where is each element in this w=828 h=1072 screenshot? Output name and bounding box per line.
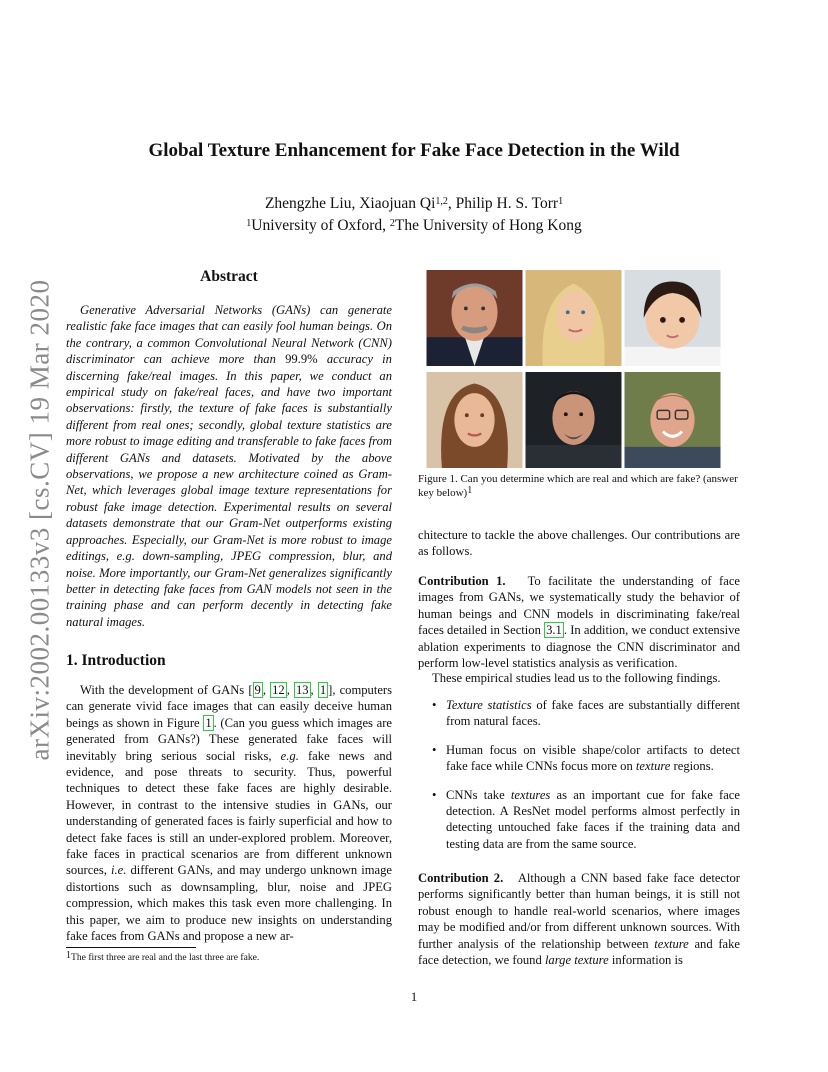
face-photo-5 (525, 372, 622, 468)
figure-caption (418, 472, 740, 500)
footnote-rule (66, 947, 196, 948)
finding-text-2: as an important cue for fake face detection. A ResNet model performs almost perfectly in detecting untouched fake faces if the training data and testing data are from the same source. (446, 787, 740, 851)
arxiv-id: arXiv:2002.00133v3 [cs.CV] 19 Mar 2020 (24, 279, 55, 761)
footnote (66, 952, 392, 963)
citation-link[interactable]: 13 (295, 683, 309, 697)
figure-link[interactable]: 1 (205, 715, 212, 730)
citation-link[interactable]: 12 (272, 683, 285, 697)
paragraph: chitecture to tackle the above challenges. Our contributions are as follows. (418, 528, 740, 559)
finding-text: CNNs take (446, 787, 511, 802)
intro-part: , computers can generate vivid face images that can easily deceive human beings as shown in Figure (66, 683, 393, 730)
abstract-heading: Abstract (200, 268, 258, 285)
contribution-label: Contribution 1. (418, 574, 506, 588)
accuracy-value: 99.9% (285, 352, 318, 367)
contribution-text: Although a CNN based fake face detector performs significantly better than human beings, it is still not robust enough to handle real-world scenarios, where images may be modified and/or from different unknown sources. With further analysis of the relationship between (418, 871, 744, 951)
face-photo-2 (525, 270, 622, 366)
contribution-text-2: . In addition, we conduct extensive ablation experiments to diagnose the CNN discriminator and perform low-level statistics analysis as verification. (418, 623, 740, 671)
finding-text: of fake faces are substantially different from natural faces. (446, 698, 740, 729)
caption-sup: 1 (467, 485, 473, 496)
intro-text: With the development of GANs [ 9 , 12 , 13 , 1 ], computers can generate vivid face images that can easily deceive human beings as shown in Figure 1 . (Can you guess which images are generated from GANs?) These generated fake faces will inevitably bring serious social risks, e.g. fake news and evidence, and pose threats to security. Thus, powerful techniques to detect these fake faces are highly desirable. However, in contrast to the intensive studies in GANs, our understanding of generated faces is fairly superficial and how to detect fake faces is still an under-explored problem. Moreover, fake faces in practical scenarios are from different unknown sources, i.e. different GANs, and may undergo unknown image distortions such as downsampling, blur, noise and JPEG compression, which makes this task even more challenging. In this paper, we aim to produce new insights on understanding fake faces from GANs and propose a new ar- (66, 683, 393, 944)
citation-link[interactable]: 1 (319, 683, 327, 697)
intro-part: different GANs, and may undergo unknown image distortions such as downsampling, blur, noise and JPEG compression, which makes this task even more challenging. In this paper, we aim to produce new insights on understanding fake faces from GANs and propose a new ar- (66, 863, 392, 944)
face-photo-1 (426, 270, 523, 366)
footnote-mark: 1 (66, 950, 71, 961)
face-photo-3 (624, 270, 721, 366)
findings-intro: These empirical studies lead us to the following findings. (432, 671, 721, 685)
citation-link[interactable]: 9 (254, 683, 261, 697)
contribution-text-2: and fake face detection, we found (418, 936, 740, 968)
intro-em: e.g. (280, 748, 299, 763)
section-link[interactable]: 3.1 (546, 623, 562, 638)
contribution-1 (418, 573, 744, 671)
list-item (418, 787, 740, 853)
author-block (60, 193, 768, 237)
contribution-text-3: information is (608, 953, 683, 968)
face-photo-4 (426, 372, 523, 468)
intro-heading: 1. Introduction (66, 652, 166, 669)
intro-part: . (Can you guess which images are generated from GANs?) These generated fake faces will inevitably bring serious social risks, (66, 715, 392, 763)
contribution-em-2: large texture (544, 953, 609, 968)
author-line (60, 193, 768, 215)
face-photo-6 (624, 372, 721, 468)
intro-em: i.e. (111, 863, 127, 878)
finding-em: texture (635, 759, 671, 774)
list-item (418, 697, 740, 730)
affiliation-2: The University of Hong Kong (394, 217, 582, 234)
finding-text-2: regions. (670, 759, 714, 774)
finding-text: Human focus on visible shape/color artifacts to detect fake face while CNNs focus more on (446, 742, 740, 774)
author-sup-2: 1 (558, 196, 564, 207)
aff-sup: 1 (246, 218, 252, 229)
contribution-text: To facilitate the understanding of face images from GANs, we systematically study the behavior of human beings and CNN models in discriminating fake/real faces detailed in Section (418, 574, 744, 638)
affiliation-1: University of Oxford, (251, 217, 390, 234)
finding-em: Texture statistics (446, 698, 532, 712)
intro-part: With the development of GANs (80, 683, 249, 697)
affiliation-line (60, 215, 768, 237)
contribution-label: Contribution 2. (418, 871, 504, 885)
paper-title: Global Texture Enhancement for Fake Face Detection in the Wild (148, 140, 680, 161)
finding-em: textures (510, 787, 551, 802)
intro-part: fake news and evidence, and pose threats to security. Thus, powerful techniques to detect these fake faces are highly desirable. However, in contrast to the intensive studies in GANs, our understanding of generated faces is fairly superficial and how to detect fake faces is still an under-explored problem. Moreover, fake faces in practical scenarios are from different unknown sources, (66, 748, 393, 878)
contribution-em: texture (654, 936, 689, 951)
author-names-2: , Philip H. S. Torr (447, 195, 559, 212)
aff-sup-2: 2 (389, 218, 395, 229)
findings-list (418, 697, 740, 864)
arxiv-stamp (20, 280, 60, 760)
footnote-text: The first three are real and the last three are fake. (71, 952, 260, 963)
caption-text: Figure 1. Can you determine which are real and which are fake? (answer key below) (418, 473, 738, 499)
abstract-part: Generative Adversarial Networks (GANs) can generate realistic fake face images that can easily fool human beings. On the contrary, a common Convolutional Neural Network (CNN) discriminator can achieve more than (66, 303, 392, 367)
author-names: Zhengzhe Liu, Xiaojuan Qi (264, 195, 436, 212)
author-sup: 1,2 (435, 196, 448, 207)
face-image-grid (426, 270, 742, 468)
abstract-text (66, 302, 392, 630)
contribution-2 (418, 870, 744, 968)
page-number: 1 (410, 990, 418, 1004)
abstract-part-2: accuracy in discerning fake/real images. In this paper, we conduct an empirical study on fake/real faces, and have two important observations: firstly, the texture of fake faces is substantially different from real ones; secondly, global texture statistics are more robust to image editing and transferable to fake faces from different GANs and datasets. Motivated by the above observations, we propose a new architecture coined as Gram-Net, which leverages global image texture representations for robust fake image detection. Experimental results on several datasets demonstrate that our Gram-Net outperforms existing approaches. Especially, our Gram-Net is more robust to image editings, e.g. down-sampling, JPEG compression, blur, and noise. More importantly, our Gram-Net generalizes significantly better in detecting fake faces from GAN models not seen in the training phase and can perform decently in detecting fake natural images. (66, 352, 392, 629)
list-item (418, 742, 740, 775)
